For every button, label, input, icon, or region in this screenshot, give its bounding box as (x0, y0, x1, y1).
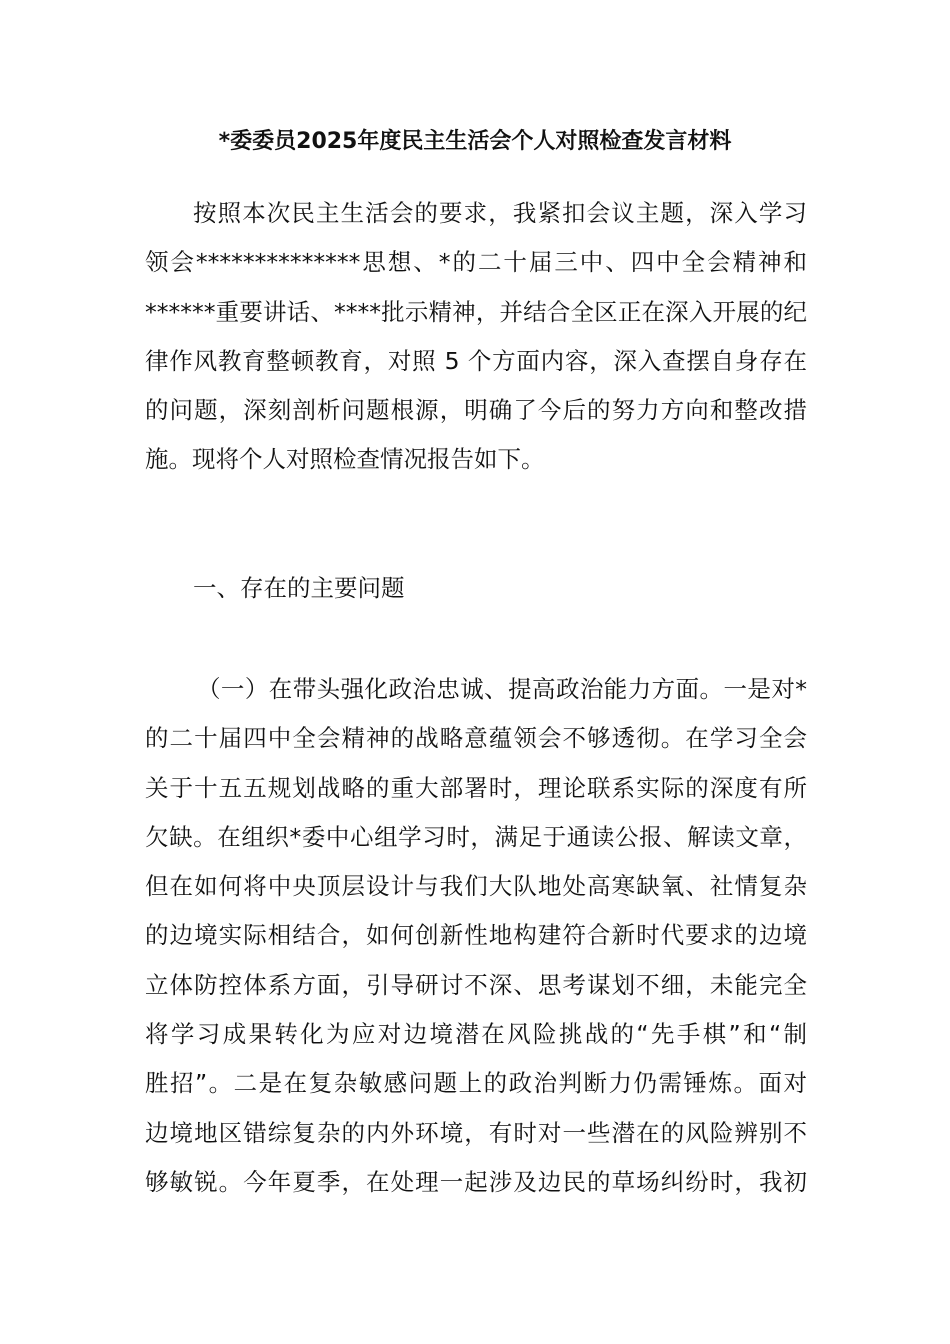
text-line: 关于十五五规划战略的重大部署时，理论联系实际的深度有所 (145, 773, 807, 802)
intro-paragraph (145, 189, 807, 485)
text-line: 胜招”。二是在复杂敏感问题上的政治判断力仍需锤炼。面对 (145, 1069, 807, 1098)
text-line: 按照本次民主生活会的要求，我紧扣会议主题，深入学习 (193, 199, 807, 227)
text-line: 律作风教育整顿教育，对照 5 个方面内容，深入查摆自身存在 (145, 346, 807, 375)
section-heading: 一、存在的主要问题 (193, 574, 405, 602)
text-line: 将学习成果转化为应对边境潜在风险挑战的“先手棋”和“制 (145, 1020, 807, 1049)
text-line: 施。现将个人对照检查情况报告如下。 (145, 445, 545, 474)
text-line: 但在如何将中央顶层设计与我们大队地处高寒缺氧、社情复杂 (145, 872, 807, 901)
document-title: *委委员2025年度民主生活会个人对照检查发言材料 (218, 129, 732, 154)
text-line: 够敏锐。今年夏季，在处理一起涉及边民的草场纠纷时，我初 (145, 1167, 807, 1196)
text-line: 欠缺。在组织*委中心组学习时，满足于通读公报、解读文章， (145, 822, 807, 851)
text-line: 立体防控体系方面，引导研讨不深、思考谋划不细，未能完全 (145, 970, 807, 999)
section1-paragraph (145, 665, 807, 1207)
text-line: 的边境实际相结合，如何创新性地构建符合新时代要求的边境 (145, 921, 807, 950)
text-line: 的问题，深刻剖析问题根源，明确了今后的努力方向和整改措 (145, 396, 807, 425)
text-line: 领会**************思想、*的二十届三中、四中全会精神和 (145, 248, 807, 277)
text-line: 的二十届四中全会精神的战略意蕴领会不够透彻。在学习全会 (145, 724, 807, 753)
text-line: ******重要讲话、****批示精神，并结合全区正在深入开展的纪 (145, 297, 807, 326)
text-line: （一）在带头强化政治忠诚、提高政治能力方面。一是对* (197, 675, 807, 703)
text-line: 边境地区错综复杂的内外环境，有时对一些潜在的风险辨别不 (145, 1118, 807, 1147)
